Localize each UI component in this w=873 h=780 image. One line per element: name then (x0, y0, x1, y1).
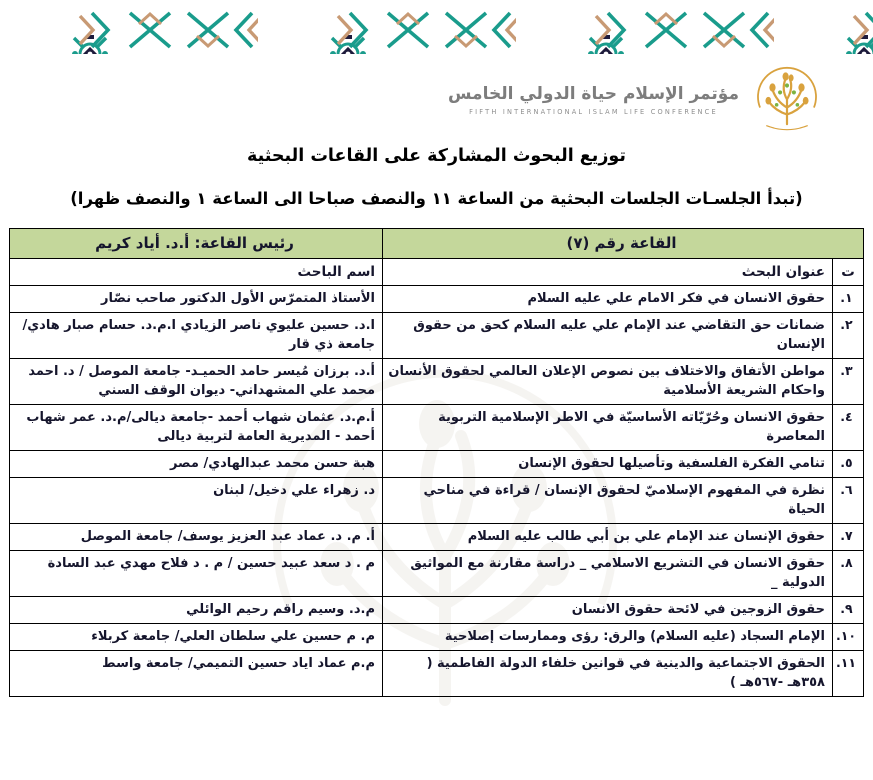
column-header-no: ت (833, 258, 864, 285)
row-number: ٣. (833, 358, 864, 404)
table-row (10, 550, 864, 596)
row-number: ١٠. (833, 623, 864, 650)
hall-chair-header: رئيس القاعة: أ.د. أياد كريم (10, 229, 383, 259)
conference-logo (448, 62, 823, 138)
researcher-name: م.م عماد اياد حسين التميمي/ جامعة واسط (10, 650, 383, 696)
page-title: توزيع البحوث المشاركة على القاعات البحثية (247, 146, 626, 166)
conference-logo-text (448, 84, 739, 115)
research-title: نظرة في المفهوم الإسلاميّ لحقوق الإنسان / قراءة في مناحي الحياة (383, 477, 833, 523)
geometric-border-svg (0, 6, 873, 54)
sessions-table (9, 228, 864, 697)
table-row (10, 650, 864, 696)
table-row (10, 450, 864, 477)
column-header-researcher: اسم الباحث (10, 258, 383, 285)
research-title: حقوق الانسان في فكر الامام علي عليه السلام (383, 285, 833, 312)
research-title: الحقوق الاجتماعية والدينية في قوانين خلفاء الدولة الفاطمية ( ٣٥٨هـ -٥٦٧هـ ) (383, 650, 833, 696)
column-header-row (10, 258, 864, 285)
researcher-name: الأستاذ المتمرّس الأول الدكتور صاحب نصّار (10, 285, 383, 312)
hall-number-header: القاعة رقم (٧) (383, 229, 864, 259)
researcher-name: أ. م. د. عماد عبد العزيز يوسف/ جامعة الموصل (10, 523, 383, 550)
row-number: ٦. (833, 477, 864, 523)
row-number: ٤. (833, 404, 864, 450)
table-row (10, 312, 864, 358)
research-title: حقوق الزوجين في لائحة حقوق الانسان (383, 596, 833, 623)
tree-logo-icon (751, 62, 823, 138)
research-title: حقوق الإنسان عند الإمام علي بن أبي طالب عليه السلام (383, 523, 833, 550)
research-title: تنامي الفكرة الفلسفية وتأصيلها لحقوق الإنسان (383, 450, 833, 477)
results-tbody (10, 285, 864, 696)
research-title: مواطن الأتفاق والاختلاف بين نصوص الإعلان العالمي لحقوق الأنسان واحكام الشريعة الأسلامية (383, 358, 833, 404)
table-row (10, 477, 864, 523)
row-number: ١. (833, 285, 864, 312)
row-number: ٥. (833, 450, 864, 477)
table-row (10, 523, 864, 550)
geometric-border-ornament (0, 6, 873, 54)
researcher-name: م . د سعد عبيد حسين / م . د فلاح مهدي عبد السادة (10, 550, 383, 596)
hall-header-row (10, 229, 864, 259)
researcher-name: ا.د. حسين عليوي ناصر الزيادي ا.م.د. حسام صبار هادي/ جامعة ذي قار (10, 312, 383, 358)
table-row (10, 404, 864, 450)
row-number: ٧. (833, 523, 864, 550)
research-title: حقوق الانسان وحُرّيّاته الأساسيّة في الاطر الإسلامية التربوية المعاصرة (383, 404, 833, 450)
table-row (10, 596, 864, 623)
column-header-title: عنوان البحث (383, 258, 833, 285)
researcher-name: م. م حسين علي سلطان العلي/ جامعة كربلاء (10, 623, 383, 650)
row-number: ٢. (833, 312, 864, 358)
row-number: ٩. (833, 596, 864, 623)
table-row (10, 358, 864, 404)
research-title: الإمام السجاد (عليه السلام) والرق: رؤى وممارسات إصلاحية (383, 623, 833, 650)
researcher-name: أ.م.د. عثمان شهاب أحمد -جامعة ديالى/م.د. عمر شهاب أحمد - المديرية العامة لتربية ديالى (10, 404, 383, 450)
researcher-name: د. زهراء علي دخيل/ لبنان (10, 477, 383, 523)
researcher-name: أ.د. برزان مُيسر حامد الحميـد- جامعة الموصل / د. احمد محمد علي المشهداني- ديوان الوقف السني (10, 358, 383, 404)
row-number: ١١. (833, 650, 864, 696)
row-number: ٨. (833, 550, 864, 596)
page-subtitle: (تبدأ الجلسـات الجلسات البحثية من الساعة ١١ والنصف صباحا الى الساعة ١ والنصف ظهرا) (70, 189, 803, 208)
conference-name-arabic: مؤتمر الإسلام حياة الدولي الخامس (448, 84, 739, 105)
research-title: ضمانات حق التقاضي عند الإمام علي عليه السلام كحق من حقوق الإنسان (383, 312, 833, 358)
conference-name-english: FIFTH INTERNATIONAL ISLAM LIFE CONFERENCE (469, 107, 718, 116)
researcher-name: م.د. وسيم راقم رحيم الوائلي (10, 596, 383, 623)
table-row (10, 285, 864, 312)
researcher-name: هبة حسن محمد عبدالهادي/ مصر (10, 450, 383, 477)
table-row (10, 623, 864, 650)
research-title: حقوق الانسان في التشريع الاسلامي _ دراسة مقارنة مع المواثيق الدولية _ (383, 550, 833, 596)
